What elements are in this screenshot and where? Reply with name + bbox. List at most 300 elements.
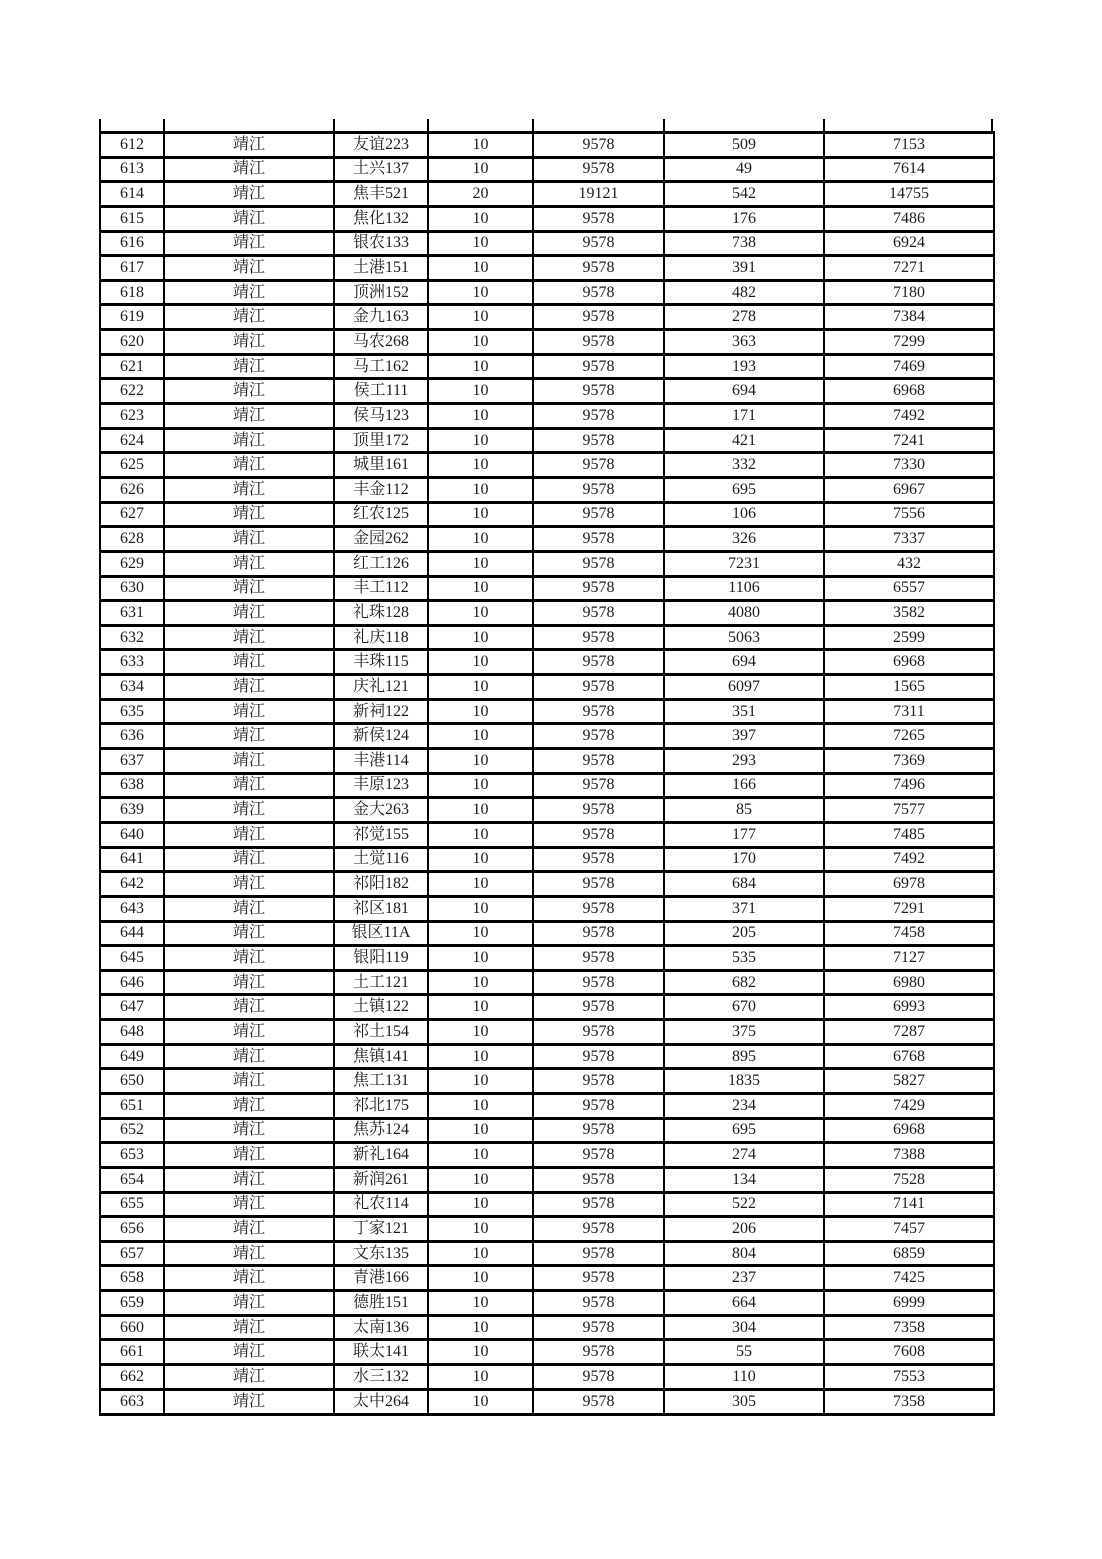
table-row (100, 847, 994, 872)
table-cell: 804 (664, 1241, 824, 1266)
table-cell: 5063 (664, 625, 824, 650)
table-cell: 3582 (824, 601, 994, 626)
table-row (100, 724, 994, 749)
table-cell: 627 (100, 502, 164, 527)
table-cell: 7496 (824, 773, 994, 798)
table-row (100, 527, 994, 552)
table-cell: 694 (664, 650, 824, 675)
table-cell: 靖江 (164, 650, 334, 675)
table-cell: 焦化132 (334, 206, 428, 231)
table-body (100, 133, 994, 1415)
table-cell: 9578 (533, 1340, 664, 1365)
table-cell: 10 (428, 502, 533, 527)
table-cell: 礼珠128 (334, 601, 428, 626)
table-cell: 620 (100, 330, 164, 355)
table-cell: 642 (100, 872, 164, 897)
table-row (100, 699, 994, 724)
table-cell: 738 (664, 231, 824, 256)
table-cell: 655 (100, 1192, 164, 1217)
table-cell: 653 (100, 1143, 164, 1168)
table-row (100, 601, 994, 626)
table-cell: 10 (428, 798, 533, 823)
table-cell: 7384 (824, 305, 994, 330)
table-cell: 靖江 (164, 872, 334, 897)
table-cell: 太南136 (334, 1315, 428, 1340)
table-row (100, 477, 994, 502)
table-cell: 542 (664, 182, 824, 207)
table-cell: 9578 (533, 601, 664, 626)
table-cell: 10 (428, 724, 533, 749)
table-cell: 靖江 (164, 970, 334, 995)
table-cell: 7141 (824, 1192, 994, 1217)
table-cell: 10 (428, 1291, 533, 1316)
table-cell: 7429 (824, 1093, 994, 1118)
table-cell: 10 (428, 305, 533, 330)
table-cell: 363 (664, 330, 824, 355)
table-cell: 10 (428, 1266, 533, 1291)
table-cell: 靖江 (164, 896, 334, 921)
table-cell: 293 (664, 749, 824, 774)
table-row (100, 1167, 994, 1192)
table-row (100, 379, 994, 404)
table-cell: 祁觉155 (334, 822, 428, 847)
table-cell: 7553 (824, 1365, 994, 1390)
table-cell: 1106 (664, 576, 824, 601)
table-cell: 7241 (824, 428, 994, 453)
table-row (100, 256, 994, 281)
table-cell: 丰港114 (334, 749, 428, 774)
table-cell: 635 (100, 699, 164, 724)
table-row (100, 675, 994, 700)
table-row (100, 1365, 994, 1390)
table-cell: 645 (100, 946, 164, 971)
table-cell: 丰工112 (334, 576, 428, 601)
table-cell: 10 (428, 601, 533, 626)
table-cell: 10 (428, 1389, 533, 1414)
table-row (100, 354, 994, 379)
table-cell: 633 (100, 650, 164, 675)
table-cell: 7369 (824, 749, 994, 774)
table-cell: 9578 (533, 946, 664, 971)
table-cell: 9578 (533, 1315, 664, 1340)
table-cell: 城里161 (334, 453, 428, 478)
table-cell: 焦工131 (334, 1069, 428, 1094)
table-cell: 6097 (664, 675, 824, 700)
table-cell: 7358 (824, 1389, 994, 1414)
table-cell: 7485 (824, 822, 994, 847)
table-cell: 638 (100, 773, 164, 798)
table-cell: 7330 (824, 453, 994, 478)
table-cell: 662 (100, 1365, 164, 1390)
table-cell: 6768 (824, 1044, 994, 1069)
table-row (100, 133, 994, 158)
table-cell: 9578 (533, 330, 664, 355)
table-cell: 614 (100, 182, 164, 207)
table-cell: 靖江 (164, 231, 334, 256)
table-cell: 10 (428, 1069, 533, 1094)
table-cell: 10 (428, 1118, 533, 1143)
table-cell: 靖江 (164, 847, 334, 872)
table-cell: 10 (428, 1143, 533, 1168)
table-cell: 482 (664, 280, 824, 305)
table-cell: 10 (428, 921, 533, 946)
table-row (100, 330, 994, 355)
table-row (100, 1340, 994, 1365)
table-cell: 177 (664, 822, 824, 847)
table-cell: 9578 (533, 305, 664, 330)
table-row (100, 921, 994, 946)
table-cell: 靖江 (164, 206, 334, 231)
table-cell: 193 (664, 354, 824, 379)
table-cell: 9578 (533, 133, 664, 158)
table-cell: 靖江 (164, 699, 334, 724)
table-cell: 10 (428, 699, 533, 724)
table-cell: 10 (428, 822, 533, 847)
table-cell: 106 (664, 502, 824, 527)
table-cell: 9578 (533, 847, 664, 872)
table-cell: 靖江 (164, 157, 334, 182)
table-cell: 166 (664, 773, 824, 798)
table-cell: 靖江 (164, 182, 334, 207)
table-cell: 652 (100, 1118, 164, 1143)
table-cell: 10 (428, 675, 533, 700)
table-cell: 10 (428, 330, 533, 355)
table-cell: 9578 (533, 1365, 664, 1390)
table-cell: 9578 (533, 453, 664, 478)
table-cell: 10 (428, 749, 533, 774)
table-cell: 630 (100, 576, 164, 601)
table-cell: 10 (428, 231, 533, 256)
table-cell: 2599 (824, 625, 994, 650)
table-cell: 10 (428, 1340, 533, 1365)
table-cell: 694 (664, 379, 824, 404)
table-cell: 土镇122 (334, 995, 428, 1020)
table-cell: 9578 (533, 1020, 664, 1045)
table-row (100, 1192, 994, 1217)
table-cell: 9578 (533, 1118, 664, 1143)
table-cell: 10 (428, 1044, 533, 1069)
table-cell: 庆礼121 (334, 675, 428, 700)
table-cell: 9578 (533, 896, 664, 921)
table-cell: 9578 (533, 157, 664, 182)
table-cell: 靖江 (164, 1167, 334, 1192)
table-cell: 靖江 (164, 502, 334, 527)
table-row (100, 1266, 994, 1291)
table-cell: 9578 (533, 1192, 664, 1217)
table-cell: 535 (664, 946, 824, 971)
table-cell: 红农125 (334, 502, 428, 527)
table-cell: 祁区181 (334, 896, 428, 921)
column-line-tick (663, 119, 665, 131)
table-cell: 10 (428, 428, 533, 453)
table-cell: 55 (664, 1340, 824, 1365)
table-cell: 祁北175 (334, 1093, 428, 1118)
table-cell: 634 (100, 675, 164, 700)
table-cell: 10 (428, 650, 533, 675)
table-row (100, 428, 994, 453)
table-cell: 10 (428, 1365, 533, 1390)
table-cell: 7271 (824, 256, 994, 281)
table-cell: 9578 (533, 477, 664, 502)
table-cell: 10 (428, 995, 533, 1020)
table-cell: 靖江 (164, 404, 334, 429)
table-cell: 9578 (533, 428, 664, 453)
table-cell: 7358 (824, 1315, 994, 1340)
table-cell: 651 (100, 1093, 164, 1118)
table-cell: 641 (100, 847, 164, 872)
table-cell: 靖江 (164, 946, 334, 971)
table-cell: 马农268 (334, 330, 428, 355)
table-cell: 靖江 (164, 379, 334, 404)
table-row (100, 305, 994, 330)
table-cell: 613 (100, 157, 164, 182)
table-cell: 432 (824, 551, 994, 576)
table-row (100, 1143, 994, 1168)
table-cell: 靖江 (164, 1266, 334, 1291)
table-cell: 水三132 (334, 1365, 428, 1390)
table-cell: 新润261 (334, 1167, 428, 1192)
table-cell: 9578 (533, 1389, 664, 1414)
table-row (100, 576, 994, 601)
table-cell: 6968 (824, 650, 994, 675)
column-line-tick (333, 119, 335, 131)
column-line-tick (427, 119, 429, 131)
table-cell: 顶洲152 (334, 280, 428, 305)
table-cell: 10 (428, 1241, 533, 1266)
table-cell: 695 (664, 477, 824, 502)
table-cell: 9578 (533, 206, 664, 231)
table-cell: 639 (100, 798, 164, 823)
table-cell: 靖江 (164, 675, 334, 700)
table-cell: 礼农114 (334, 1192, 428, 1217)
table-row (100, 798, 994, 823)
table-cell: 9578 (533, 1044, 664, 1069)
table-cell: 650 (100, 1069, 164, 1094)
table-cell: 新祠122 (334, 699, 428, 724)
table-cell: 612 (100, 133, 164, 158)
table-cell: 304 (664, 1315, 824, 1340)
table-cell: 134 (664, 1167, 824, 1192)
table-cell: 629 (100, 551, 164, 576)
table-cell: 7458 (824, 921, 994, 946)
table-cell: 1835 (664, 1069, 824, 1094)
table-cell: 德胜151 (334, 1291, 428, 1316)
table-cell: 10 (428, 157, 533, 182)
table-row (100, 946, 994, 971)
table-cell: 9578 (533, 379, 664, 404)
table-cell: 7492 (824, 847, 994, 872)
table-cell: 9578 (533, 921, 664, 946)
table-row (100, 231, 994, 256)
table-cell: 7425 (824, 1266, 994, 1291)
table-cell: 祁土154 (334, 1020, 428, 1045)
table-cell: 663 (100, 1389, 164, 1414)
table-cell: 9578 (533, 724, 664, 749)
table-cell: 顶里172 (334, 428, 428, 453)
table-row (100, 502, 994, 527)
table-cell: 金大263 (334, 798, 428, 823)
table-cell: 6980 (824, 970, 994, 995)
table-cell: 靖江 (164, 995, 334, 1020)
table-cell: 10 (428, 970, 533, 995)
table-cell: 靖江 (164, 724, 334, 749)
table-cell: 895 (664, 1044, 824, 1069)
column-line-tick (163, 119, 165, 131)
table-cell: 206 (664, 1217, 824, 1242)
table-cell: 马工162 (334, 354, 428, 379)
table-cell: 靖江 (164, 280, 334, 305)
table-cell: 7608 (824, 1340, 994, 1365)
table-cell: 375 (664, 1020, 824, 1045)
table-cell: 靖江 (164, 1340, 334, 1365)
table-cell: 9578 (533, 1217, 664, 1242)
table-cell: 靖江 (164, 1020, 334, 1045)
table-cell: 9578 (533, 675, 664, 700)
table-cell: 9578 (533, 502, 664, 527)
table-cell: 626 (100, 477, 164, 502)
table-cell: 628 (100, 527, 164, 552)
table-cell: 205 (664, 921, 824, 946)
table-cell: 土兴137 (334, 157, 428, 182)
table-row (100, 1069, 994, 1094)
table-row (100, 1020, 994, 1045)
table-row (100, 970, 994, 995)
table-cell: 10 (428, 896, 533, 921)
table-cell: 7337 (824, 527, 994, 552)
table-cell: 金园262 (334, 527, 428, 552)
table-cell: 土觉116 (334, 847, 428, 872)
table-cell: 625 (100, 453, 164, 478)
table-cell: 靖江 (164, 133, 334, 158)
table-cell: 10 (428, 206, 533, 231)
table-row (100, 1044, 994, 1069)
table-cell: 9578 (533, 231, 664, 256)
table-cell: 7492 (824, 404, 994, 429)
table-cell: 靖江 (164, 1118, 334, 1143)
table-cell: 326 (664, 527, 824, 552)
table-cell: 695 (664, 1118, 824, 1143)
table-cell: 5827 (824, 1069, 994, 1094)
table-cell: 647 (100, 995, 164, 1020)
table-cell: 文东135 (334, 1241, 428, 1266)
table-cell: 靖江 (164, 576, 334, 601)
table-cell: 靖江 (164, 921, 334, 946)
table-cell: 640 (100, 822, 164, 847)
table-cell: 509 (664, 133, 824, 158)
table-cell: 靖江 (164, 551, 334, 576)
table-cell: 7556 (824, 502, 994, 527)
table-cell: 7180 (824, 280, 994, 305)
table-cell: 青港166 (334, 1266, 428, 1291)
table-cell: 9578 (533, 822, 664, 847)
table-cell: 654 (100, 1167, 164, 1192)
table-cell: 土工121 (334, 970, 428, 995)
table-cell: 靖江 (164, 1069, 334, 1094)
table-cell: 靖江 (164, 1315, 334, 1340)
table-row (100, 206, 994, 231)
table-cell: 10 (428, 133, 533, 158)
column-line-tick (532, 119, 534, 131)
table-cell: 9578 (533, 872, 664, 897)
table-cell: 684 (664, 872, 824, 897)
table-cell: 新侯124 (334, 724, 428, 749)
table-cell: 7577 (824, 798, 994, 823)
table-cell: 278 (664, 305, 824, 330)
table-cell: 637 (100, 749, 164, 774)
table-cell: 391 (664, 256, 824, 281)
table-cell: 7457 (824, 1217, 994, 1242)
table-cell: 9578 (533, 995, 664, 1020)
table-cell: 9578 (533, 280, 664, 305)
table-cell: 9578 (533, 699, 664, 724)
table-cell: 658 (100, 1266, 164, 1291)
table-cell: 332 (664, 453, 824, 478)
table-cell: 侯马123 (334, 404, 428, 429)
table-cell: 636 (100, 724, 164, 749)
table-cell: 615 (100, 206, 164, 231)
table-cell: 176 (664, 206, 824, 231)
table-cell: 170 (664, 847, 824, 872)
table-cell: 657 (100, 1241, 164, 1266)
table-cell: 9578 (533, 749, 664, 774)
table-cell: 丰原123 (334, 773, 428, 798)
table-cell: 619 (100, 305, 164, 330)
table-cell: 10 (428, 847, 533, 872)
table-cell: 靖江 (164, 601, 334, 626)
table-cell: 礼庆118 (334, 625, 428, 650)
table-cell: 焦苏124 (334, 1118, 428, 1143)
table-cell: 靖江 (164, 822, 334, 847)
table-row (100, 453, 994, 478)
table-cell: 305 (664, 1389, 824, 1414)
table-cell: 焦镇141 (334, 1044, 428, 1069)
table-row (100, 625, 994, 650)
table-cell: 617 (100, 256, 164, 281)
table-cell: 9578 (533, 1069, 664, 1094)
table-cell: 靖江 (164, 798, 334, 823)
table-cell: 110 (664, 1365, 824, 1390)
table-cell: 237 (664, 1266, 824, 1291)
table-cell: 9578 (533, 551, 664, 576)
table-cell: 7287 (824, 1020, 994, 1045)
column-line-tick (99, 119, 101, 131)
table-cell: 670 (664, 995, 824, 1020)
table-cell: 靖江 (164, 256, 334, 281)
table-cell: 10 (428, 1192, 533, 1217)
table-cell: 9578 (533, 404, 664, 429)
table-cell: 649 (100, 1044, 164, 1069)
table-cell: 9578 (533, 970, 664, 995)
table-cell: 648 (100, 1020, 164, 1045)
table-cell: 友谊223 (334, 133, 428, 158)
table-cell: 6557 (824, 576, 994, 601)
table-cell: 9578 (533, 1143, 664, 1168)
table-cell: 19121 (533, 182, 664, 207)
table-cell: 646 (100, 970, 164, 995)
table-cell: 632 (100, 625, 164, 650)
table-cell: 靖江 (164, 1044, 334, 1069)
table-cell: 新礼164 (334, 1143, 428, 1168)
table-cell: 靖江 (164, 305, 334, 330)
table-cell: 6859 (824, 1241, 994, 1266)
table-cell: 171 (664, 404, 824, 429)
table-cell: 10 (428, 477, 533, 502)
table-row (100, 1217, 994, 1242)
table-cell: 274 (664, 1143, 824, 1168)
table-cell: 9578 (533, 1291, 664, 1316)
table-cell: 20 (428, 182, 533, 207)
table-cell: 6968 (824, 379, 994, 404)
